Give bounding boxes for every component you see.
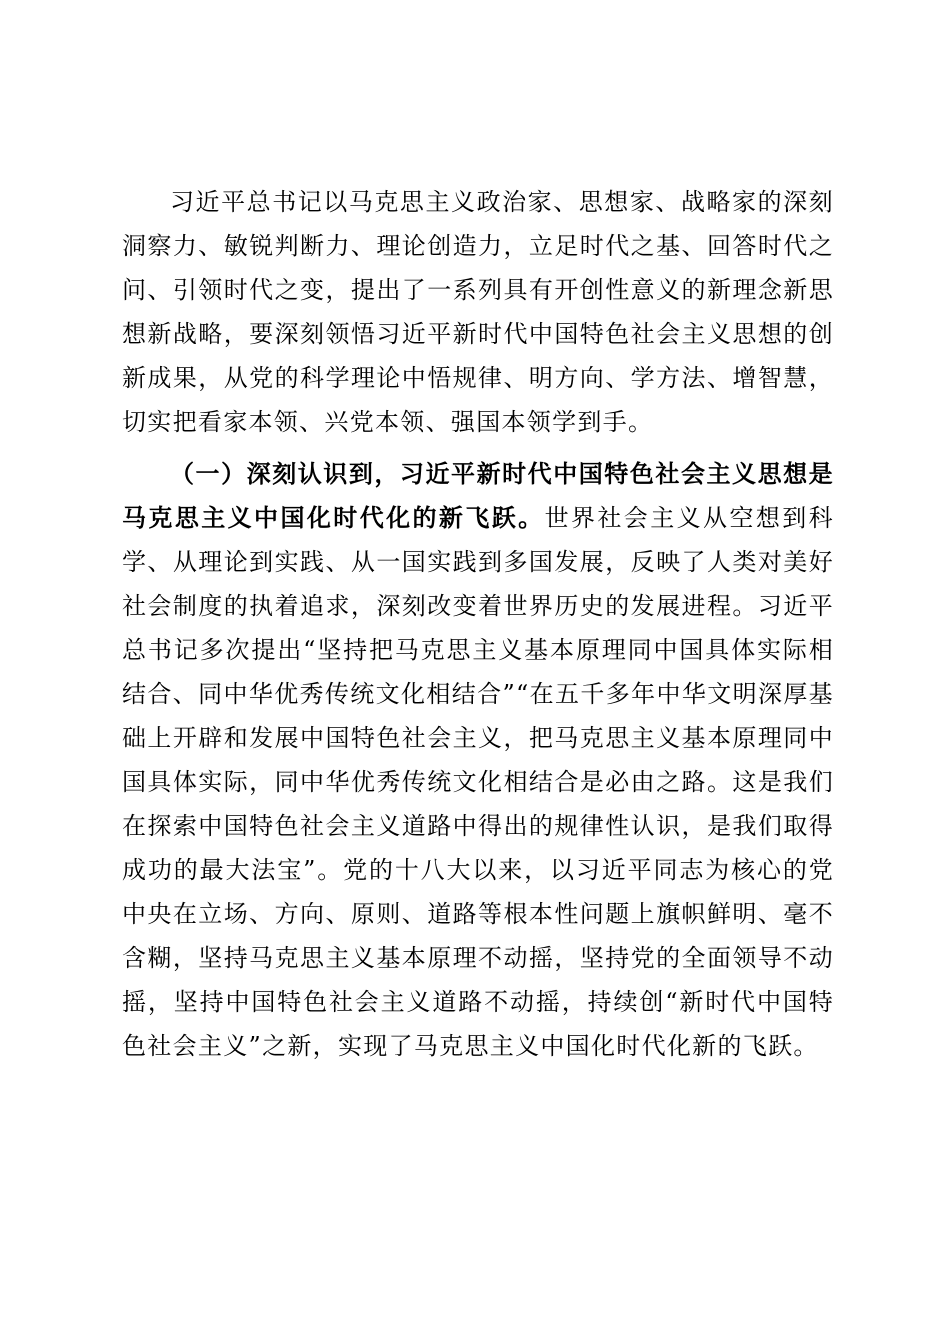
paragraph-intro-text: 习近平总书记以马克思主义政治家、思想家、战略家的深刻洞察力、敏锐判断力、理论创造力，立足时代之基、回答时代之问、引领时代之变，提出了一系列具有开创性意义的新理念新思想新战略，要深刻领悟习近平新时代中国特色社会主义思想的创新成果，从党的科学理论中悟规律、明方向、学方法、增智慧，切实把看家本领、兴党本领、强国本领学到手。 [122, 188, 834, 436]
body-text [122, 180, 834, 1068]
section-1-heading: （一）深刻认识到，习近平新时代中国特色社会主义思想是马克思主义中国化时代化的新飞跃。 [122, 459, 834, 532]
paragraph-section-1 [122, 452, 834, 1068]
paragraph-intro [122, 180, 834, 444]
section-1-body-text: 世界社会主义从空想到科学、从理论到实践、从一国实践到多国发展，反映了人类对美好社会制度的执着追求，深刻改变着世界历史的发展进程。习近平总书记多次提出“坚持把马克思主义基本原理同中国具体实际相结合、同中华优秀传统文化相结合”“在五千多年中华文明深厚基础上开辟和发展中国特色社会主义，把马克思主义基本原理同中国具体实际，同中华优秀传统文化相结合是必由之路。这是我们在探索中国特色社会主义道路中得出的规律性认识，是我们取得成功的最大法宝”。党的十八大以来，以习近平同志为核心的党中央在立场、方向、原则、道路等根本性问题上旗帜鲜明、毫不含糊，坚持马克思主义基本原理不动摇，坚持党的全面领导不动摇，坚持中国特色社会主义道路不动摇，持续创“新时代中国特色社会主义”之新，实现了马克思主义中国化时代化新的飞跃。 [122, 504, 834, 1060]
